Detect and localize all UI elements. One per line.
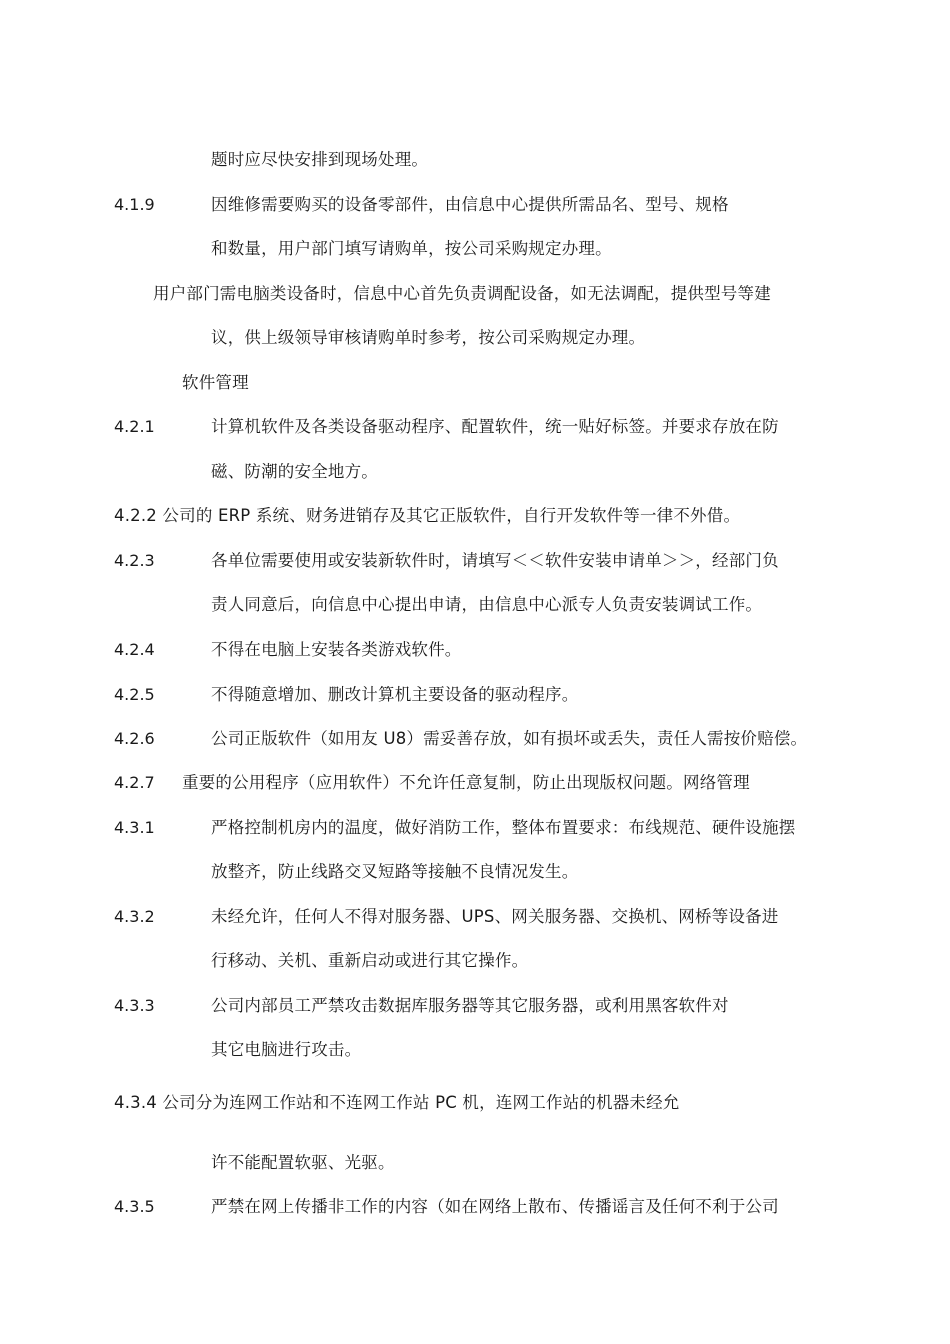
section-number: 4.2.6 bbox=[114, 729, 155, 748]
text-line: 许不能配置软驱、光驱。 bbox=[211, 1153, 395, 1172]
section-number: 4.2.5 bbox=[114, 685, 155, 704]
text-line: 责人同意后，向信息中心提出申请，由信息中心派专人负责安装调试工作。 bbox=[211, 595, 763, 614]
text-line: 4.3.4 公司分为连网工作站和不连网工作站 PC 机，连网工作站的机器未经允 bbox=[114, 1093, 680, 1112]
text-line: 磁、防潮的安全地方。 bbox=[211, 462, 378, 481]
section-heading: 软件管理 bbox=[182, 373, 249, 392]
section-number: 4.3.3 bbox=[114, 996, 155, 1015]
text-line: 不得随意增加、删改计算机主要设备的驱动程序。 bbox=[211, 685, 579, 704]
text-line: 议，供上级领导审核请购单时参考，按公司采购规定办理。 bbox=[211, 328, 646, 347]
text-line: 严禁在网上传播非工作的内容（如在网络上散布、传播谣言及任何不利于公司 bbox=[211, 1197, 779, 1216]
section-number: 4.2.3 bbox=[114, 551, 155, 570]
text-line: 公司正版软件（如用友 U8）需妥善存放，如有损坏或丢失，责任人需按价赔偿。 bbox=[211, 729, 808, 748]
section-number: 4.2.4 bbox=[114, 640, 155, 659]
text-line: 重要的公用程序（应用软件）不允许任意复制，防止出现版权问题。网络管理 bbox=[182, 773, 750, 792]
text-line: 放整齐，防止线路交叉短路等接触不良情况发生。 bbox=[211, 862, 579, 881]
text-line: 计算机软件及各类设备驱动程序、配置软件，统一贴好标签。并要求存放在防 bbox=[211, 417, 779, 436]
section-number: 4.3.5 bbox=[114, 1197, 155, 1216]
section-number: 4.1.9 bbox=[114, 195, 155, 214]
text-line: 因维修需要购买的设备零部件，由信息中心提供所需品名、型号、规格 bbox=[211, 195, 729, 214]
section-number: 4.3.2 bbox=[114, 907, 155, 926]
text-line: 题时应尽快安排到现场处理。 bbox=[211, 150, 429, 169]
section-number: 4.3.1 bbox=[114, 818, 155, 837]
section-number: 4.2.7 bbox=[114, 773, 155, 792]
text-line: 各单位需要使用或安装新软件时，请填写＜＜软件安装申请单＞＞，经部门负 bbox=[211, 551, 779, 570]
text-line: 行移动、关机、重新启动或进行其它操作。 bbox=[211, 951, 529, 970]
text-line: 不得在电脑上安装各类游戏软件。 bbox=[211, 640, 462, 659]
text-line: 其它电脑进行攻击。 bbox=[211, 1040, 362, 1059]
section-number: 4.2.1 bbox=[114, 417, 155, 436]
text-line: 未经允许，任何人不得对服务器、UPS、网关服务器、交换机、网桥等设备进 bbox=[211, 907, 779, 926]
text-line: 和数量，用户部门填写请购单，按公司采购规定办理。 bbox=[211, 239, 612, 258]
text-line: 用户部门需电脑类设备时，信息中心首先负责调配设备，如无法调配，提供型号等建 bbox=[153, 284, 771, 303]
text-line: 4.2.2 公司的 ERP 系统、财务进销存及其它正版软件，自行开发软件等一律不外借。 bbox=[114, 506, 741, 525]
text-line: 公司内部员工严禁攻击数据库服务器等其它服务器，或利用黑客软件对 bbox=[211, 996, 729, 1015]
text-line: 严格控制机房内的温度，做好消防工作，整体布置要求：布线规范、硬件设施摆 bbox=[211, 818, 796, 837]
